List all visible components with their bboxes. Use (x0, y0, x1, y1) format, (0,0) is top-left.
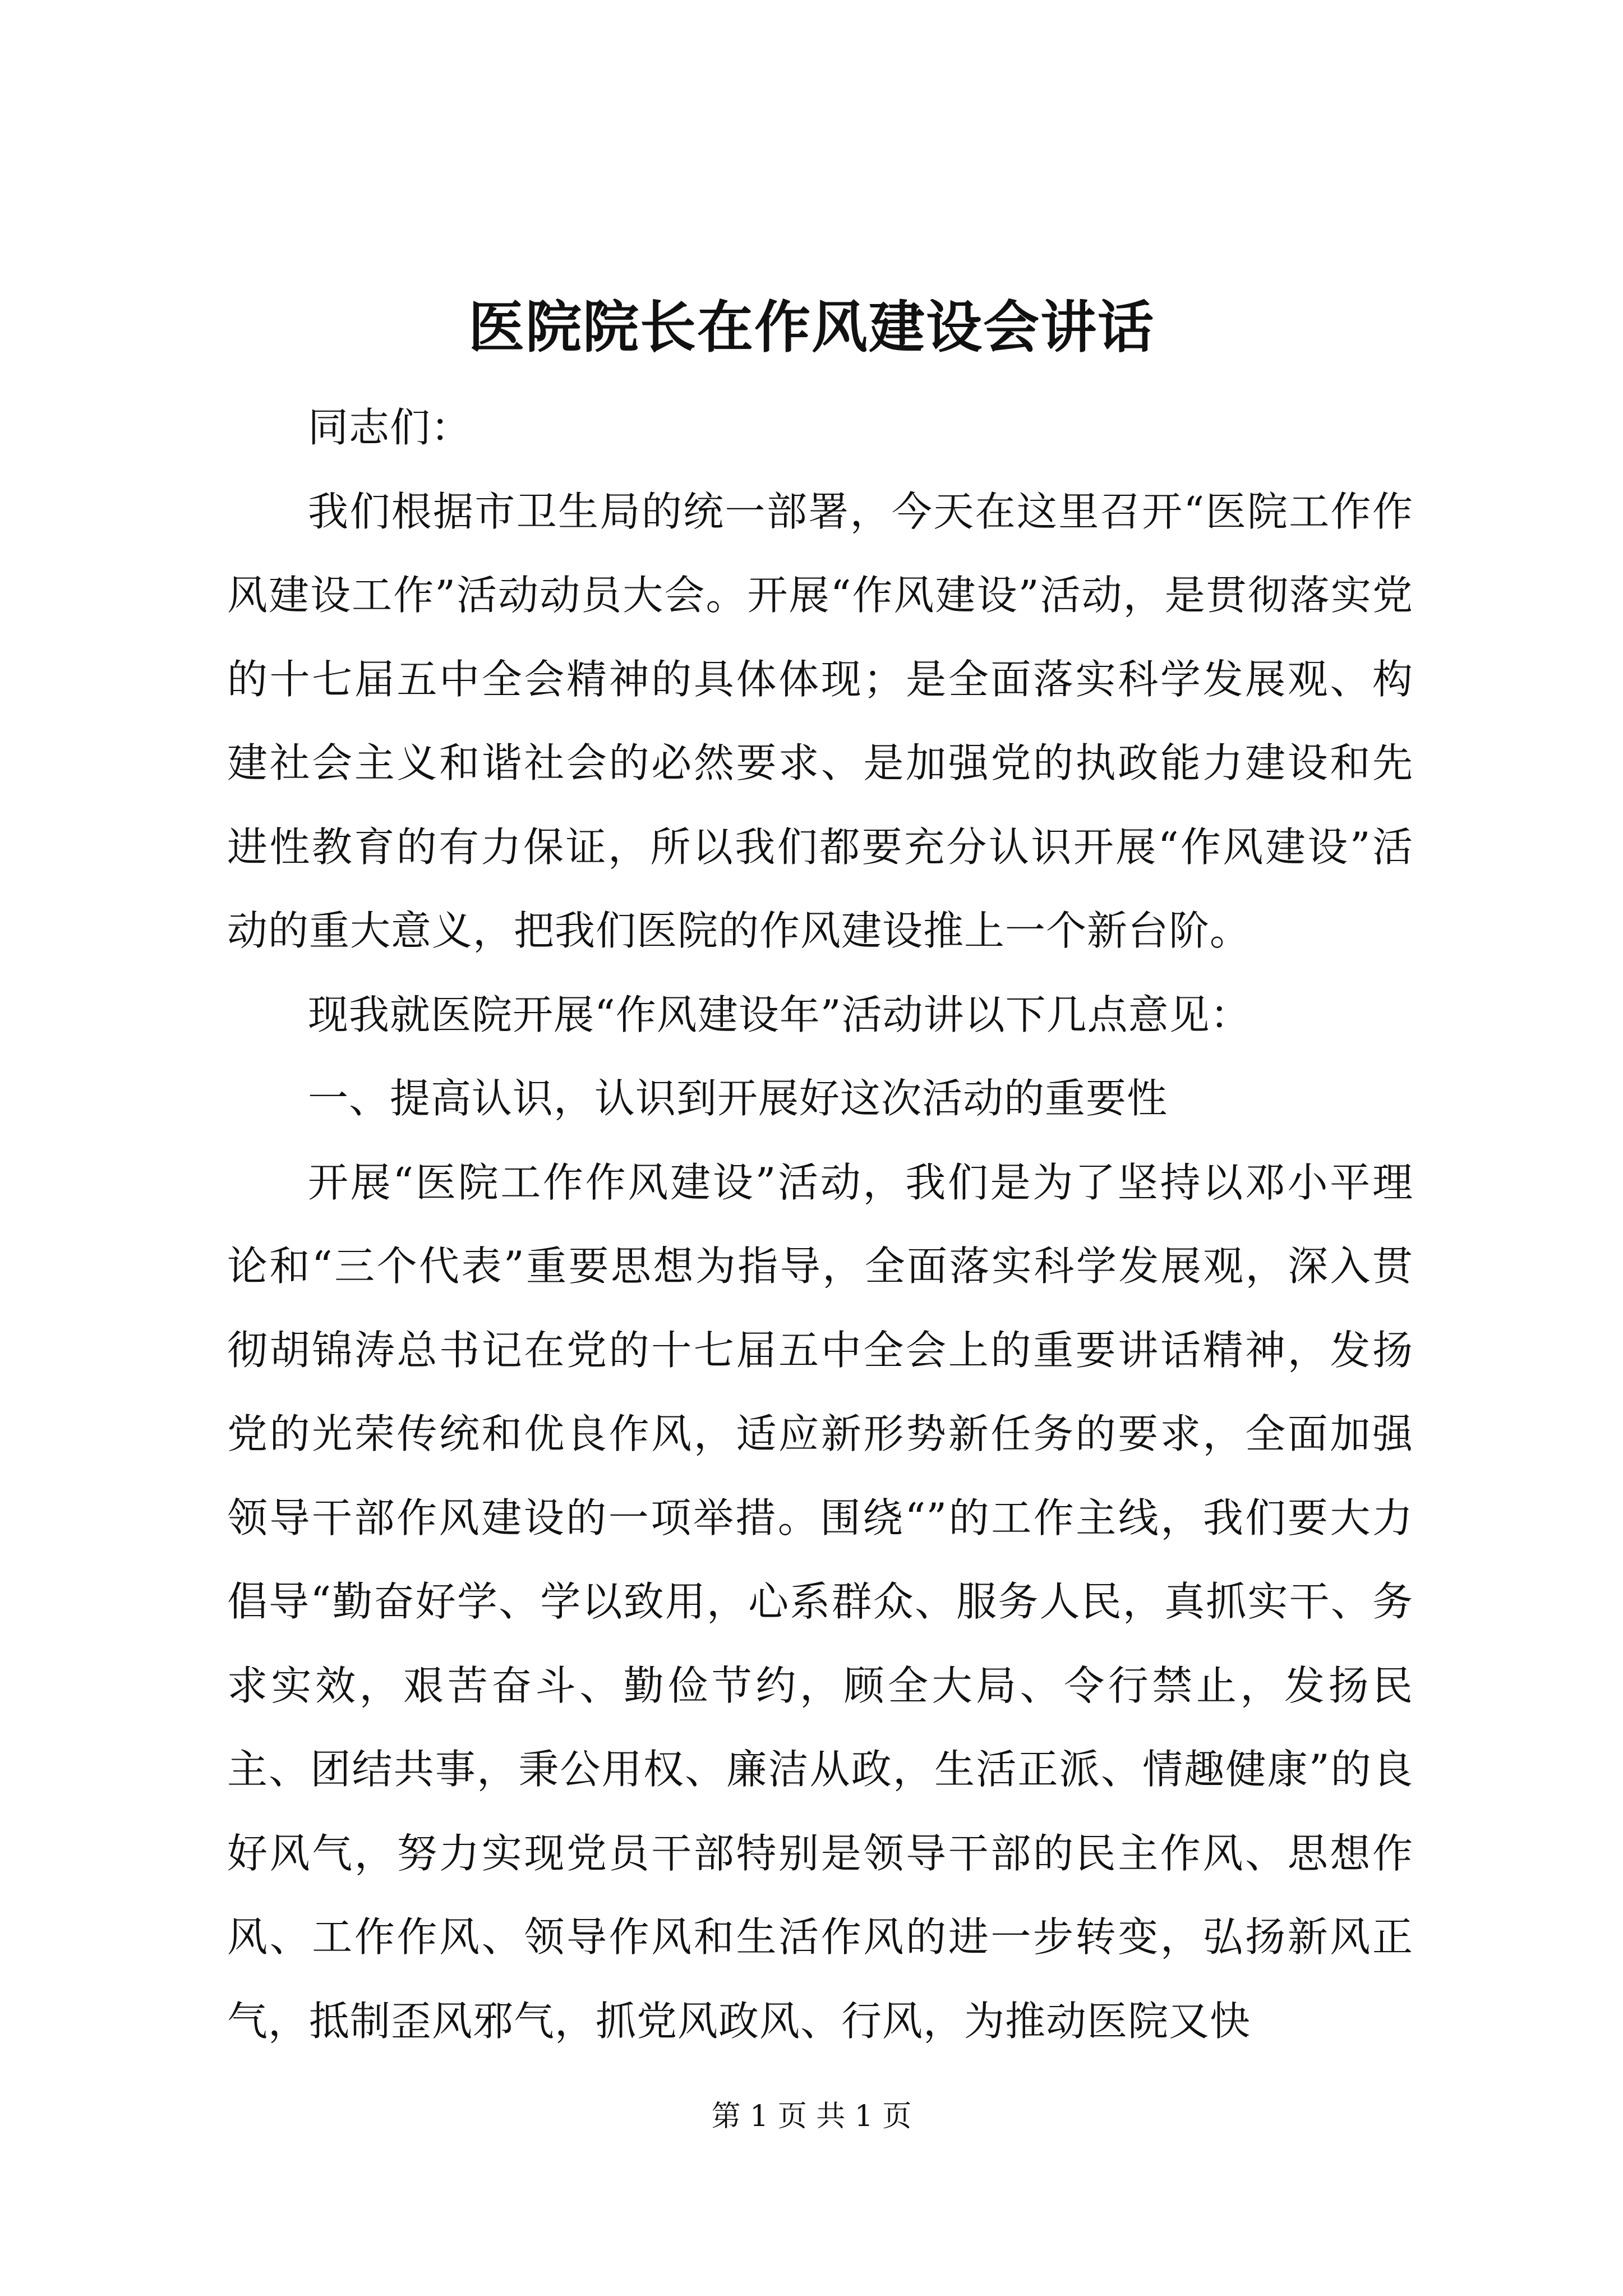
body-paragraph: 现我就医院开展“作风建设年”活动讲以下几点意见： (308, 991, 1251, 1038)
document-title: 医院院长在作风建设会讲话 (468, 294, 1155, 360)
page-footer: 第 1 页 共 1 页 (711, 2100, 912, 2133)
section-heading: 一、提高认识，认识到开展好这次活动的重要性 (308, 1075, 1168, 1122)
body-paragraph: 开展“医院工作作风建设”活动，我们是为了坚持以邓小平理论和“三个代表”重要思想为指导，全面落实科学发展观，深入贯彻胡锦涛总书记在党的十七届五中全会上的重要讲话精神，发扬党的光荣传统和优良作风，适应新形势新任务的要求，全面加强领导干部作风建设的一项举措。围绕“”的工作主线，我们要大力倡导“勤奋好学、学以致用，心系群众、服务人民，真抓实干、务求实效，艰苦奋斗、勤俭节约，顾全大局、令行禁止，发扬民主、团结共事，秉公用权、廉洁从政，生活正派、情趣健康”的良好风气，努力实现党员干部特别是领导干部的民主作风、思想作风、工作作风、领导作风和生活作风的进一步转变，弘扬新风正气，抵制歪风邪气，抓党风政风、行风，为推动医院又快 (227, 1158, 1413, 2045)
document-body (227, 386, 1413, 2063)
salutation-paragraph: 同志们： (308, 404, 472, 451)
body-paragraph: 我们根据市卫生局的统一部署，今天在这里召开“医院工作作风建设工作”活动动员大会。开展“作风建设”活动，是贯彻落实党的十七届五中全会精神的具体体现；是全面落实科学发展观、构建社会主义和谐社会的必然要求、是加强党的执政能力建设和先进性教育的有力保证，所以我们都要充分认识开展“作风建设”活动的重大意义，把我们医院的作风建设推上一个新台阶。 (227, 487, 1413, 954)
